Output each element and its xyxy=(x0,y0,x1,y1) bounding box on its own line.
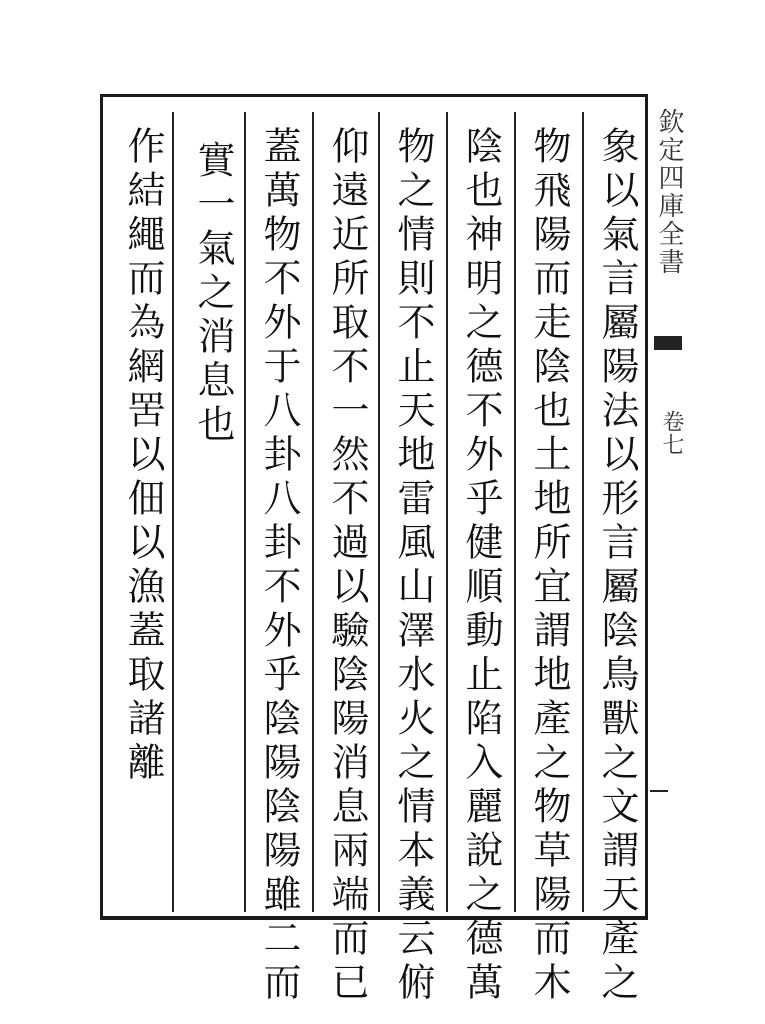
column-divider xyxy=(244,112,246,912)
column-divider xyxy=(172,112,174,912)
text-column-6: 蓋萬物不外于八卦八卦不外乎陰陽陰陽雖二而 xyxy=(257,126,301,1006)
text-column-4: 物之情則不止天地雷風山澤水火之情本義云俯 xyxy=(391,126,435,1006)
fishtail-mark xyxy=(654,336,682,350)
volume-label: 卷七 xyxy=(659,410,684,456)
column-divider xyxy=(582,112,584,912)
text-column-8: 作結繩而為網罟以佃以漁蓋取諸離 xyxy=(121,126,165,786)
column-divider xyxy=(446,112,448,912)
column-divider xyxy=(514,112,516,912)
book-title: 欽定四庫全書 xyxy=(654,108,684,276)
text-column-5: 仰遠近所取不一然不過以驗陰陽消息兩端而已 xyxy=(325,126,369,1006)
text-column-3: 陰也神明之德不外乎健順動止陷入麗說之德萬 xyxy=(459,126,503,1006)
column-divider xyxy=(378,112,380,912)
column-divider xyxy=(312,112,314,912)
margin-header xyxy=(652,108,686,368)
text-column-7: 實一氣之消息也 xyxy=(191,140,235,448)
text-column-2: 物飛陽而走陰也土地所宜謂地產之物草陽而木 xyxy=(527,126,571,1006)
text-column-1: 象以氣言屬陽法以形言屬陰鳥獸之文謂天產之 xyxy=(595,126,639,1006)
margin-tick xyxy=(650,790,668,792)
